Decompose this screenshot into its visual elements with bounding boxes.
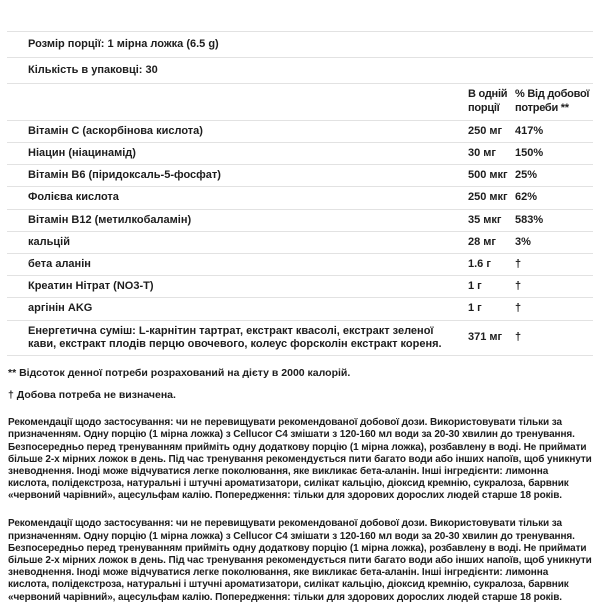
ingredient-daily-value: † [515,331,522,344]
serving-size-row [7,31,593,58]
table-row [7,143,593,165]
table-row [7,210,593,232]
ingredient-name: Креатин Нітрат (NO3-T) [28,280,154,293]
facts-rows [7,121,593,356]
ingredient-name: бета аланін [28,258,91,270]
ingredient-daily-value: 25% [515,169,538,182]
dagger-footnote: † Добова потреба не визначена. [8,388,176,401]
daily-value-footnote: ** Відсоток денної потреби розрахований на дієту в 2000 калорій. [8,366,351,379]
ingredient-name: Ніацин (ніацинамід) [28,147,136,160]
ingredient-amount: 250 мг [468,124,503,137]
ingredient-daily-value: † [515,280,522,293]
usage-paragraph-1: Рекомендації щодо застосування: чи не перевищувати рекомендованої добової дози. Використовувати тільки за призначенням. Одну порцію (1 мірна ложка) з Cellucor C4 змішати з 120-160 мл води за 20-30 хвилин до тренування. Безпосередньо перед тренуванням прийміть одну додаткову порцію (1 мірна ложка), розбавлену в воді. Не приймати більше 2-х мірних ложок в день. Під час тренування рекомендується пити багато води або інших напоїв, щоб уникнути зневоднення. Іноді може відчуватися легке поколювання, яке викликає бета-аланін. Інші інгредієнти: лимонна кислота, полідекстроза, натуральні і штучні ароматизатори, силікат кальцію, діоксид кремнію, сукралоза, барвник «червоний чарівний», ацесульфам калію. Попередження: тільки для здорових дорослих людей старше 18 років. [8,417,592,502]
ingredient-name: Вітамін B12 (метилкобаламін) [28,213,192,226]
ingredient-daily-value: 62% [515,191,538,204]
servings-per-container-row [7,58,593,84]
ingredient-amount: 28 мг [468,235,497,248]
servings-per-container-text: Кількість в упаковці: 30 [28,64,158,77]
ingredient-amount: 250 мкг [468,191,508,204]
ingredient-name: Фолієва кислота [28,191,119,204]
column-header-daily-value: % Від добової потреби ** [515,88,590,115]
table-row [7,121,593,143]
usage-paragraphs [7,417,593,604]
ingredient-amount: 1.6 г [468,258,491,270]
ingredient-amount: 1 г [468,280,482,293]
ingredient-name: Вітамін B6 (піридоксаль-5-фосфат) [28,169,221,182]
ingredient-amount: 30 мг [468,147,497,160]
ingredient-name: аргінін AKG [28,302,93,315]
ingredient-daily-value: † [515,302,522,315]
ingredient-daily-value: 417% [515,124,544,137]
ingredient-name: Енергетична суміш: L-карнітин тартрат, екстракт квасолі, екстракт зеленої кави, екстракт плодів перцю овочевого, колеус форсколін екстракт кореня. [28,324,442,350]
ingredient-name: Вітамін C (аскорбінова кислота) [28,124,203,137]
table-row [7,321,593,356]
column-header-amount-per-serving: В одній порції [468,88,508,115]
ingredient-daily-value: † [515,258,522,270]
serving-size-text: Розмір порції: 1 мірна ложка (6.5 g) [28,38,219,50]
table-header-row [7,84,593,121]
table-row [7,298,593,320]
ingredient-amount: 1 г [468,302,482,315]
supplement-facts-table [7,31,593,356]
ingredient-daily-value: 150% [515,147,544,160]
table-row [7,232,593,254]
ingredient-amount: 35 мкг [468,213,502,226]
ingredient-daily-value: 583% [515,213,544,226]
ingredient-name: кальцій [28,235,70,248]
table-row [7,165,593,187]
ingredient-daily-value: 3% [515,235,531,248]
ingredient-amount: 500 мкг [468,169,508,182]
usage-paragraph-2: Рекомендації щодо застосування: чи не перевищувати рекомендованої добової дози. Використовувати тільки за призначенням. Одну порцію (1 мірна ложка) з Cellucor C4 змішати з 120-160 мл води за 20-30 хвилин до тренування. Безпосередньо перед тренуванням прийміть одну додаткову порцію (1 мірна ложка), розбавлену в воді. Не приймати більше 2-х мірних ложок в день. Під час тренування рекомендується пити багато води або інших напоїв, щоб уникнути зневоднення. Іноді може відчуватися легке поколювання, яке викликає бета-аланін. Інші інгредієнти: лимонна кислота, полідекстроза, натуральні і штучні ароматизатори, силікат кальцію, діоксид кремнію, сукралоза, барвник «червоний чарівний», ацесульфам калію. Попередження: тільки для здорових дорослих людей старше 18 років. [8,518,592,603]
table-row [7,187,593,209]
table-row [7,254,593,276]
ingredient-amount: 371 мг [468,331,503,344]
table-row [7,276,593,298]
footnotes [7,356,593,401]
